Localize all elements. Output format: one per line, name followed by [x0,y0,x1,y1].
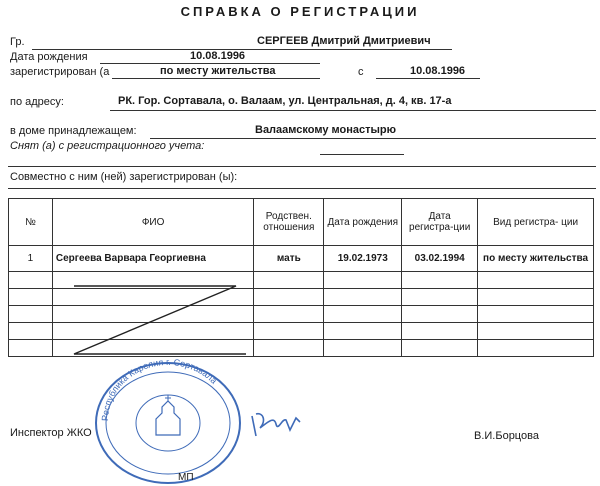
registration-underline [112,78,320,79]
birth-date-value: 10.08.1996 [190,50,246,62]
since-label: с [358,66,364,78]
inspector-name: В.И.Борцова [474,430,539,442]
since-value: 10.08.1996 [410,65,466,77]
row-number: 1 [9,246,53,272]
removed-label: Снят (а) с регистрационного учета: [10,140,205,152]
name-label: Гр. [10,36,25,48]
cohabitants-label: Совместно с ним (ней) зарегистрирован (ы): [10,171,238,183]
birth-date-underline [100,63,320,64]
header-birth-date: Дата рождения [324,199,402,246]
table-header-row [9,199,594,246]
row-relation: мать [254,246,324,272]
svg-text:Республика Карелия г. Сортавал [100,357,219,421]
z-strike-line [60,282,246,358]
owner-underline [150,138,596,139]
name-value: СЕРГЕЕВ Дмитрий Дмитриевич [257,35,431,47]
address-underline [110,110,596,111]
registration-value: по месту жительства [160,65,276,77]
inspector-signature [248,408,304,440]
separator-line [8,166,596,167]
header-relation: Родствен. отношения [254,199,324,246]
header-reg-type: Вид регистра- ции [478,199,594,246]
inspector-label: Инспектор ЖКО [10,427,92,439]
row-birth-date: 19.02.1973 [324,246,402,272]
birth-date-label: Дата рождения [10,51,88,63]
table-row [9,246,594,272]
removed-underline [320,154,404,155]
since-underline [376,78,480,79]
address-label: по адресу: [10,96,64,108]
stamp-text: Республика Карелия г. Сортавала [99,357,220,422]
seal-label: МП [178,472,194,483]
cohabitants-underline [8,188,596,189]
header-reg-date: Дата регистра-ции [402,199,478,246]
row-fio: Сергеева Варвара Георгиевна [52,246,253,272]
registration-label: зарегистрирован (а [10,66,110,78]
document-title: СПРАВКА О РЕГИСТРАЦИИ [180,4,420,19]
owner-label: в доме принадлежащем: [10,125,137,137]
row-reg-date: 03.02.1994 [402,246,478,272]
header-number: № [9,199,53,246]
header-fio: ФИО [52,199,253,246]
owner-value: Валаамскому монастырю [255,124,396,136]
official-stamp [88,357,248,485]
row-reg-type: по месту жительства [478,246,594,272]
address-value: РК. Гор. Сортавала, о. Валаам, ул. Центральная, д. 4, кв. 17-а [118,95,452,107]
